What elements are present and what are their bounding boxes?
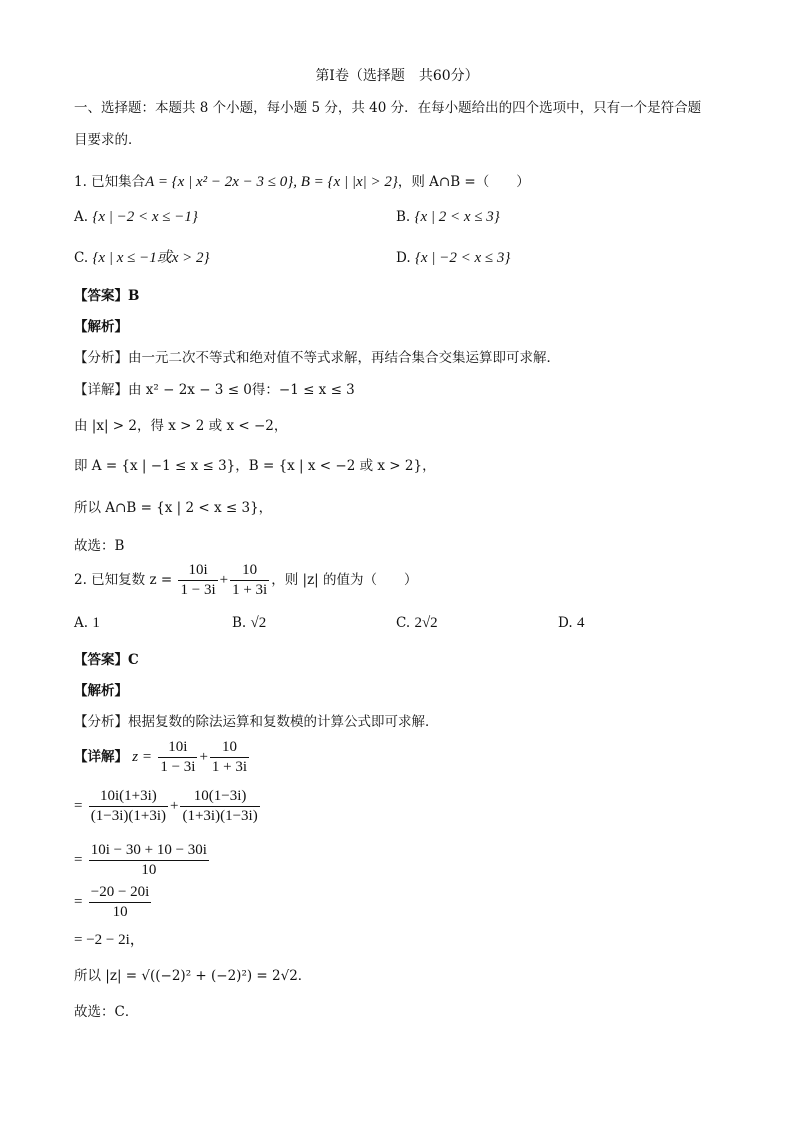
q2-step-4: = −2 − 2i， bbox=[74, 932, 145, 948]
q2-detail-prefix: 【详解】 bbox=[74, 749, 128, 765]
section-intro-line-1: 一、选择题：本题共 8 个小题，每小题 5 分，共 40 分．在每小题给出的四个选项中，只有一个是符合题 bbox=[74, 100, 702, 116]
q1-option-d-text: {x | −2 < x ≤ 3} bbox=[414, 250, 511, 266]
q2-option-c bbox=[396, 613, 438, 633]
q2-option-d bbox=[558, 613, 584, 633]
q1-option-b bbox=[396, 207, 500, 227]
q2-option-b bbox=[232, 613, 266, 633]
q2-step-1-equals: = bbox=[74, 798, 83, 814]
q2-modulus: 所以 |z| = √((−2)² + (−2)²) = 2√2． bbox=[74, 968, 312, 984]
q2-detail-fraction-2 bbox=[210, 738, 249, 777]
q2-stem-suffix: ，则 |z| 的值为（ ） bbox=[271, 572, 418, 588]
q2-step-2-denominator: 10 bbox=[141, 862, 157, 878]
q2-step-1 bbox=[74, 787, 262, 826]
q2-fraction-2-denominator: 1 + 3i bbox=[232, 582, 268, 598]
q2-step-2-fraction bbox=[89, 841, 209, 880]
q2-step-2-numerator: 10i − 30 + 10 − 30i bbox=[89, 841, 209, 861]
q2-detail-fraction-1-denominator: 1 − 3i bbox=[160, 759, 196, 775]
q2-step-3-denominator: 10 bbox=[112, 904, 128, 920]
q2-option-a-text: 1 bbox=[92, 615, 100, 631]
q1-analysis-title: 【解析】 bbox=[74, 319, 128, 335]
q2-step-1-fraction-b-denominator: (1+3i)(1−3i) bbox=[182, 808, 258, 824]
q2-step-2 bbox=[74, 841, 211, 880]
q2-step-1-fraction-a bbox=[89, 787, 168, 826]
q1-option-d-label: D. bbox=[396, 250, 411, 266]
q2-option-d-label: D. bbox=[558, 615, 573, 631]
q2-option-c-text: 2√2 bbox=[414, 615, 438, 631]
q2-step-1-plus: + bbox=[170, 798, 179, 814]
q2-detail-eq: z = bbox=[132, 749, 153, 765]
q1-detail-3: 即 A = {x | −1 ≤ x ≤ 3}，B = {x | x < −2 或 x > 2}， bbox=[74, 458, 436, 474]
q1-stem bbox=[74, 172, 530, 192]
q2-fraction-2 bbox=[230, 561, 269, 600]
q2-step-3-fraction bbox=[89, 883, 152, 922]
q1-conclusion: 故选：B bbox=[74, 538, 125, 554]
q1-analysis: 【分析】由一元二次不等式和绝对值不等式求解，再结合集合交集运算即可求解． bbox=[74, 350, 560, 366]
q1-option-c-label: C. bbox=[74, 250, 89, 266]
q2-detail-fraction-1-numerator: 10i bbox=[158, 738, 197, 758]
q1-option-a-label: A. bbox=[74, 209, 89, 225]
q2-analysis: 【分析】根据复数的除法运算和复数模的计算公式即可求解． bbox=[74, 714, 439, 730]
q2-step-1-fraction-a-denominator: (1−3i)(1+3i) bbox=[90, 808, 166, 824]
q2-detail-fraction-2-denominator: 1 + 3i bbox=[211, 759, 248, 775]
q2-detail-line bbox=[74, 738, 251, 777]
q2-plus: + bbox=[219, 572, 229, 588]
q2-stem bbox=[74, 561, 418, 600]
q1-option-d bbox=[396, 248, 510, 268]
q1-option-b-text: {x | 2 < x ≤ 3} bbox=[414, 209, 500, 225]
q2-fraction-1 bbox=[178, 561, 217, 600]
q2-stem-prefix: 2. 已知复数 z = bbox=[74, 572, 173, 588]
q2-step-1-fraction-b-numerator: 10(1−3i) bbox=[180, 787, 259, 807]
q2-step-3-numerator: −20 − 20i bbox=[89, 883, 152, 903]
q2-fraction-1-numerator: 10i bbox=[178, 561, 217, 581]
q2-step-1-fraction-b bbox=[180, 787, 259, 826]
q1-stem-suffix: ，则 A∩B =（ ） bbox=[397, 174, 530, 190]
q2-option-d-text: 4 bbox=[576, 615, 585, 631]
q2-fraction-2-numerator: 10 bbox=[230, 561, 269, 581]
q2-fraction-1-denominator: 1 − 3i bbox=[180, 582, 216, 598]
page-title: 第Ⅰ卷（选择题 共60分） bbox=[315, 68, 479, 84]
q2-conclusion: 故选：C． bbox=[74, 1004, 139, 1020]
q1-option-b-label: B. bbox=[396, 209, 411, 225]
q1-option-c bbox=[74, 248, 210, 268]
q1-option-c-text: {x | x ≤ −1或x > 2} bbox=[92, 250, 210, 266]
q2-option-a bbox=[74, 613, 100, 633]
q2-option-c-label: C. bbox=[396, 615, 411, 631]
q2-option-b-text: √2 bbox=[250, 615, 267, 631]
q1-detail-2: 由 |x| > 2，得 x > 2 或 x < −2， bbox=[74, 418, 288, 434]
q2-option-b-label: B. bbox=[232, 615, 247, 631]
q2-step-2-equals: = bbox=[74, 852, 83, 868]
q1-answer: 【答案】B bbox=[74, 288, 140, 304]
q2-step-3 bbox=[74, 883, 153, 922]
q2-answer: 【答案】C bbox=[74, 652, 139, 668]
section-intro-line-2: 目要求的． bbox=[74, 132, 142, 148]
q1-option-a-text: {x | −2 < x ≤ −1} bbox=[92, 209, 198, 225]
q1-option-a bbox=[74, 207, 198, 227]
q1-stem-math: A = {x | x² − 2x − 3 ≤ 0}, B = {x | |x| > 2} bbox=[145, 174, 398, 190]
q2-detail-fraction-2-numerator: 10 bbox=[210, 738, 249, 758]
q2-analysis-title: 【解析】 bbox=[74, 683, 128, 699]
q1-detail-1: 【详解】由 x² − 2x − 3 ≤ 0得：−1 ≤ x ≤ 3 bbox=[74, 382, 355, 398]
q2-step-1-fraction-a-numerator: 10i(1+3i) bbox=[89, 787, 168, 807]
q1-detail-4: 所以 A∩B = {x | 2 < x ≤ 3}， bbox=[74, 500, 273, 516]
q2-step-3-equals: = bbox=[74, 894, 83, 910]
q2-detail-plus: + bbox=[199, 749, 208, 765]
q1-stem-prefix: 1. 已知集合 bbox=[74, 174, 146, 190]
q2-detail-fraction-1 bbox=[158, 738, 197, 777]
q2-option-a-label: A. bbox=[74, 615, 89, 631]
